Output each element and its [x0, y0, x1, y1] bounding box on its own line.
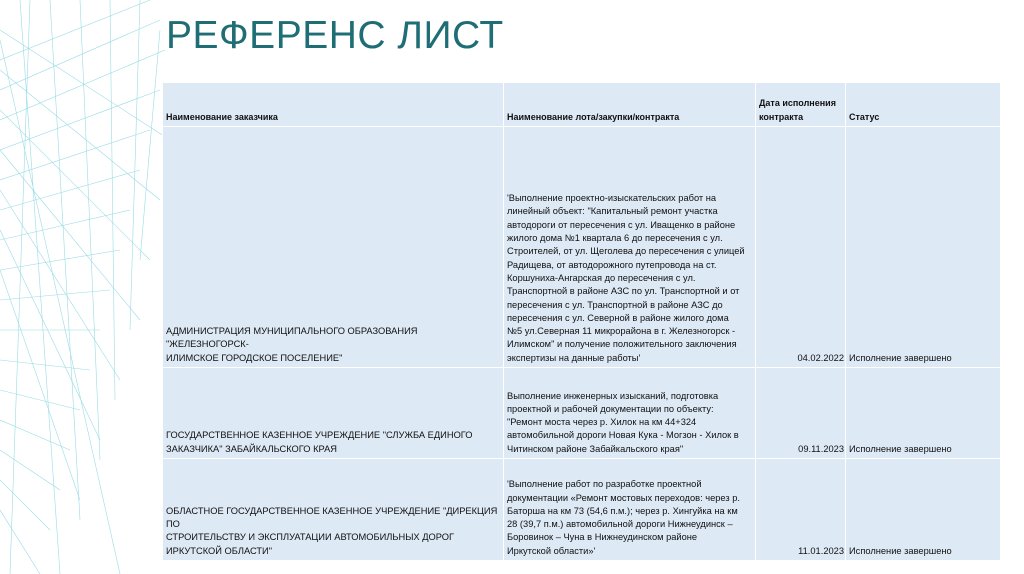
- header-date: Дата исполнения контракта: [756, 83, 846, 127]
- contract-cell: 'Выполнение работ по разработке проектной документации «Ремонт мостовых переходов: через р. Баторша на км 73 (54,6 п.м.); через р. Хингуйка на км 28 (39,7 п.м.) автомобильной дороги Нижнеудинск – Боровинок – Чуна в Нижнеудинском районе Иркутской области»': [504, 459, 756, 561]
- contract-cell: Выполнение инженерных изысканий, подготовка проектной и рабочей документации по объекту: "Ремонт моста через р. Хилок на км 44+324 автомобильной дороги Новая Кука - Могзон - Хилок в Читинском районе Забайкальского края": [504, 368, 756, 459]
- header-customer: Наименование заказчика: [163, 83, 504, 127]
- table-row: [163, 127, 1001, 368]
- customer-cell: ГОСУДАРСТВЕННОЕ КАЗЕННОЕ УЧРЕЖДЕНИЕ "СЛУЖБА ЕДИНОГО ЗАКАЗЧИКА" ЗАБАЙКАЛЬСКОГО КРАЯ: [163, 368, 504, 459]
- date-cell: 11.01.2023: [756, 459, 846, 561]
- status-cell: Исполнение завершено: [846, 368, 1001, 459]
- date-cell: 09.11.2023: [756, 368, 846, 459]
- table-row: [163, 459, 1001, 561]
- customer-cell: АДМИНИСТРАЦИЯ МУНИЦИПАЛЬНОГО ОБРАЗОВАНИЯ "ЖЕЛЕЗНОГОРСК- ИЛИМСКОЕ ГОРОДСКОЕ ПОСЕЛЕНИЕ": [163, 127, 504, 368]
- table-row: [163, 368, 1001, 459]
- date-cell: 04.02.2022: [756, 127, 846, 368]
- table-header-row: [163, 83, 1001, 127]
- header-contract: Наименование лота/закупки/контракта: [504, 83, 756, 127]
- header-status: Статус: [846, 83, 1001, 127]
- status-cell: Исполнение завершено: [846, 127, 1001, 368]
- page-title: РЕФЕРЕНС ЛИСТ: [166, 14, 504, 57]
- status-cell: Исполнение завершено: [846, 459, 1001, 561]
- contract-cell: 'Выполнение проектно-изыскательских работ на линейный объект: "Капитальный ремонт участка автодороги от пересечения с ул. Иващенко в районе жилого дома №1 квартала 6 до пересечения с ул. Строителей, от ул. Щеголева до пересечения с улицей Радищева, от автодорожного путепровода на ст. Коршуниха-Ангарская до пересечения с ул. Транспортной в районе АЗС по ул. Транспортной и от пересечения с ул. Транспортной в районе АЗС до пересечения с ул. Северной в районе жилого дома №5 ул.Северная 11 микрорайона в г. Железногорск - Илимском" и получение положительного заключения экспертизы на данные работы': [504, 127, 756, 368]
- reference-table: [162, 82, 1001, 561]
- wireframe-decoration: [0, 0, 170, 574]
- customer-cell: ОБЛАСТНОЕ ГОСУДАРСТВЕННОЕ КАЗЕННОЕ УЧРЕЖДЕНИЕ "ДИРЕКЦИЯ ПО СТРОИТЕЛЬСТВУ И ЭКСПЛУАТАЦИИ АВТОМОБИЛЬНЫХ ДОРОГ ИРКУТСКОЙ ОБЛАСТИ": [163, 459, 504, 561]
